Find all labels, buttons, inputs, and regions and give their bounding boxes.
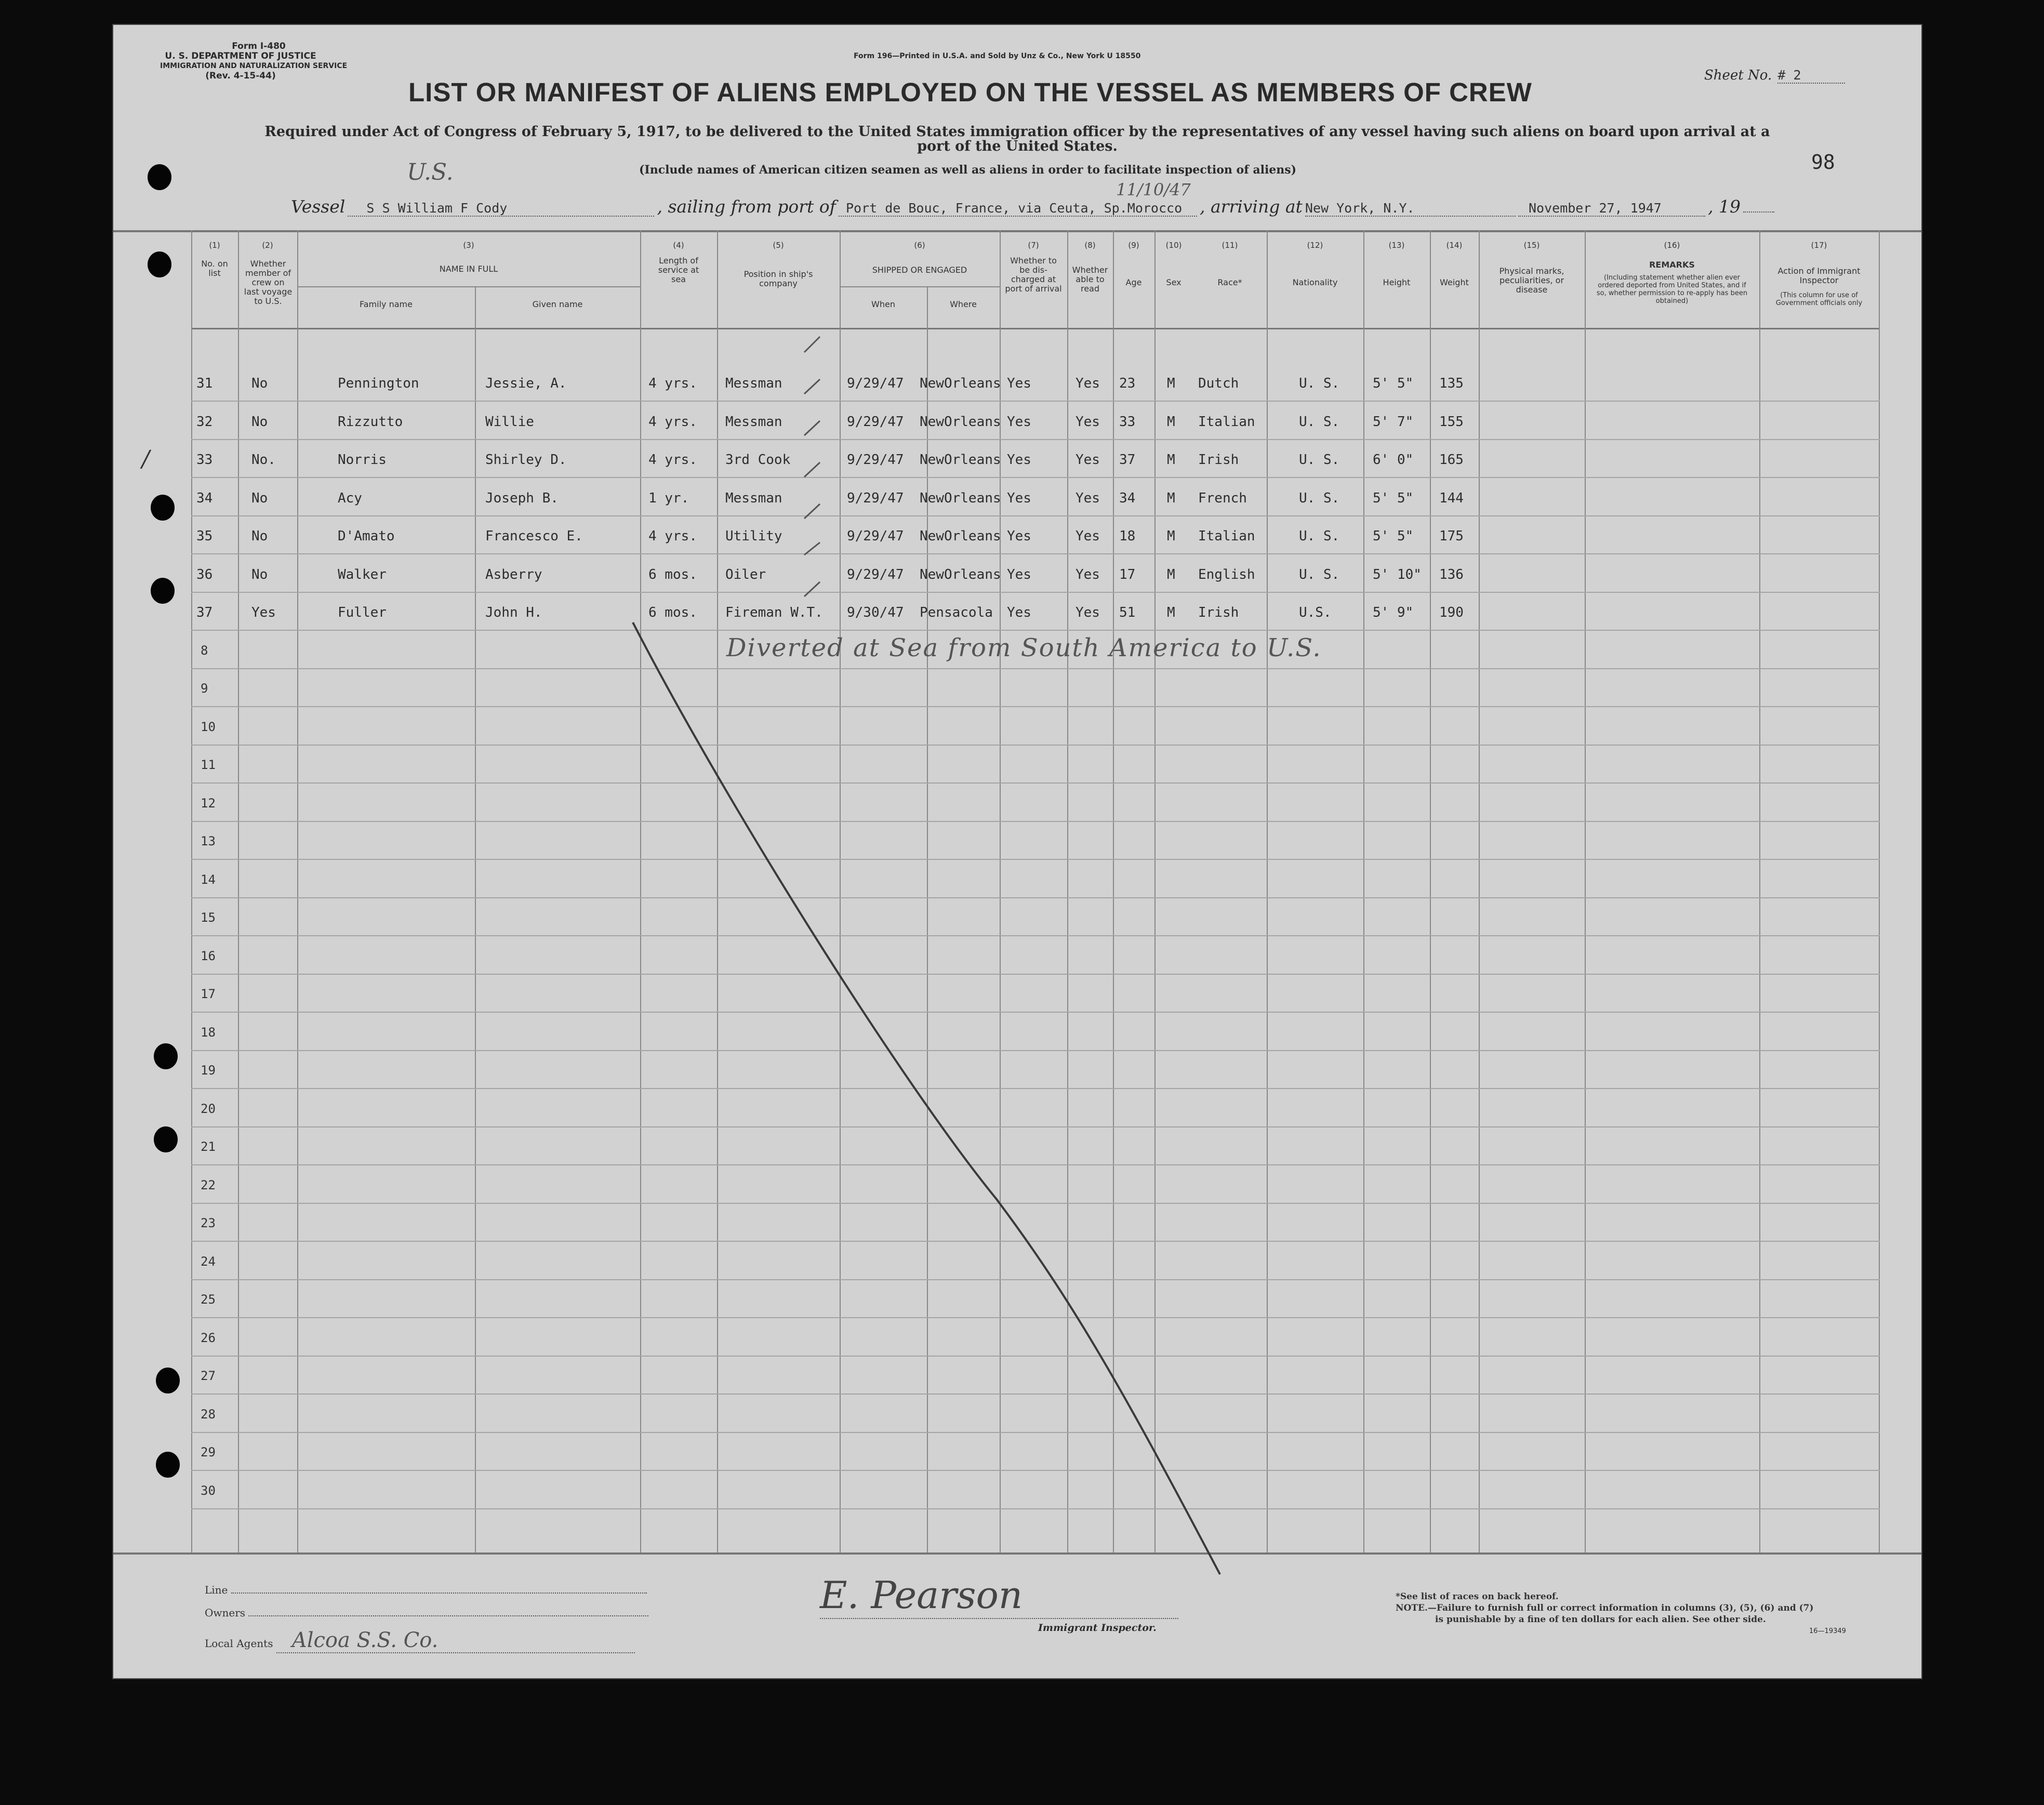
- weight-cell: 165: [1439, 452, 1464, 468]
- shipped-when-cell: 9/29/47: [847, 414, 904, 430]
- page-number: 98: [1811, 151, 1835, 174]
- family-name-cell: Walker: [338, 566, 387, 582]
- col-header-where: Where: [950, 299, 977, 309]
- col-header-when: When: [871, 299, 895, 309]
- col-header-remarks: REMARKS: [1649, 260, 1695, 270]
- weight-cell: 136: [1439, 566, 1464, 582]
- read-cell: Yes: [1076, 528, 1100, 544]
- row-number: 21: [201, 1139, 216, 1154]
- service-length-cell: 1 yr.: [648, 490, 689, 506]
- race-cell: Italian: [1198, 414, 1255, 430]
- col-header-read: Whether able to read: [1072, 265, 1108, 294]
- col-header-race: Race*: [1217, 277, 1242, 287]
- weight-cell: 155: [1439, 414, 1464, 430]
- row-number: 29: [201, 1445, 216, 1459]
- row-number: 8: [201, 643, 208, 658]
- nationality-cell: U. S.: [1299, 376, 1340, 391]
- sheet-label: Sheet No.: [1704, 68, 1772, 83]
- position-cell: Messman: [725, 490, 782, 506]
- colnum-9: (9): [1128, 241, 1139, 250]
- row-number: 26: [201, 1330, 216, 1345]
- row-number: 35: [196, 528, 213, 544]
- row-number: 18: [201, 1025, 216, 1040]
- col-header-sex: Sex: [1166, 277, 1182, 287]
- colnum-16: (16): [1664, 241, 1680, 250]
- prev-voyage-cell: No: [251, 376, 268, 391]
- col-header-prev-voyage: Whether member of crew on last voyage to U.S.: [244, 259, 293, 306]
- inspector-signature: E. Pearson: [820, 1573, 1023, 1617]
- discharge-cell: Yes: [1007, 490, 1031, 506]
- vessel-name: S S William F Cody: [348, 201, 654, 217]
- footer-line: [205, 1584, 647, 1596]
- col-header-physical: Physical marks, peculiarities, or disease: [1499, 266, 1564, 295]
- family-name-cell: Acy: [338, 490, 362, 506]
- shipped-where-cell: Pensacola: [920, 605, 993, 620]
- row-number: 16: [201, 948, 216, 963]
- shipped-where-cell: NewOrleans: [920, 376, 1001, 391]
- handwritten-remark: Diverted at Sea from South America to U.S.: [726, 633, 1322, 662]
- manifest-sheet: [113, 25, 1921, 1678]
- col-header-action: Action of Immigrant Inspector: [1777, 266, 1861, 285]
- race-cell: Irish: [1198, 605, 1239, 620]
- prev-voyage-cell: No: [251, 414, 268, 430]
- shipped-where-cell: NewOrleans: [920, 490, 1001, 506]
- colnum-10: (10): [1165, 241, 1182, 250]
- row-number: 17: [201, 987, 216, 1001]
- signature-line: [820, 1617, 1178, 1619]
- colnum-14: (14): [1446, 241, 1463, 250]
- col-header-nationality: Nationality: [1292, 277, 1338, 287]
- position-cell: Messman: [725, 376, 782, 391]
- position-cell: Oiler: [725, 566, 766, 582]
- height-cell: 5' 5": [1373, 490, 1414, 506]
- discharge-cell: Yes: [1007, 566, 1031, 582]
- prev-voyage-cell: No.: [251, 452, 276, 468]
- age-cell: 37: [1119, 452, 1136, 468]
- given-name-cell: Asberry: [485, 566, 542, 582]
- page-title: LIST OR MANIFEST OF ALIENS EMPLOYED ON THE VESSEL AS MEMBERS OF CREW: [408, 77, 1532, 107]
- colnum-11: (11): [1222, 241, 1238, 250]
- sex-cell: M: [1167, 490, 1175, 506]
- service: IMMIGRATION AND NATURALIZATION SERVICE: [160, 62, 348, 70]
- nationality-cell: U. S.: [1299, 566, 1340, 582]
- line-label: Line: [205, 1584, 228, 1596]
- line-blank: [231, 1592, 647, 1594]
- handwritten-us: U.S.: [407, 159, 454, 185]
- age-cell: 51: [1119, 605, 1136, 620]
- form-number: Form I-480: [232, 41, 286, 51]
- height-cell: 5' 5": [1373, 528, 1414, 544]
- col-header-shipped: SHIPPED OR ENGAGED: [872, 265, 967, 275]
- row-number: 34: [196, 490, 213, 506]
- sex-cell: M: [1167, 452, 1175, 468]
- col-header-action-note: (This column for use of Government officials only: [1775, 291, 1863, 307]
- discharge-cell: Yes: [1007, 414, 1031, 430]
- given-name-cell: Joseph B.: [485, 490, 559, 506]
- shipped-where-cell: NewOrleans: [920, 528, 1001, 544]
- weight-cell: 190: [1439, 605, 1464, 620]
- family-name-cell: Pennington: [338, 376, 419, 391]
- shipped-where-cell: NewOrleans: [920, 566, 1001, 582]
- height-cell: 5' 5": [1373, 376, 1414, 391]
- col-header-discharge: Whether to be dis-charged at port of arrival: [1005, 256, 1062, 294]
- row-number: 27: [201, 1369, 216, 1383]
- age-cell: 23: [1119, 376, 1136, 391]
- colnum-7: (7): [1028, 241, 1039, 250]
- shipped-when-cell: 9/29/47: [847, 566, 904, 582]
- prev-voyage-cell: Yes: [251, 605, 276, 620]
- nationality-cell: U. S.: [1299, 452, 1340, 468]
- agents-value: Alcoa S.S. Co.: [276, 1628, 635, 1653]
- nationality-cell: U. S.: [1299, 414, 1340, 430]
- nationality-cell: U. S.: [1299, 490, 1340, 506]
- height-cell: 5' 9": [1373, 605, 1414, 620]
- service-length-cell: 4 yrs.: [648, 528, 697, 544]
- discharge-cell: Yes: [1007, 376, 1031, 391]
- arrival-port: New York, N.Y.: [1305, 201, 1516, 217]
- given-name-cell: Francesco E.: [485, 528, 583, 544]
- nationality-cell: U. S.: [1299, 528, 1340, 544]
- row-number: 28: [201, 1406, 216, 1422]
- row-number: 14: [201, 872, 216, 887]
- requirement-line-2: port of the United States.: [917, 138, 1118, 154]
- sheet-value: # 2: [1777, 68, 1845, 84]
- col-header-height: Height: [1383, 277, 1411, 287]
- col-header-name: NAME IN FULL: [439, 264, 498, 274]
- sex-cell: M: [1167, 528, 1175, 544]
- colnum-8: (8): [1084, 241, 1096, 250]
- family-name-cell: Norris: [338, 452, 387, 468]
- row-number: 33: [196, 452, 213, 468]
- row-number: 19: [201, 1063, 216, 1078]
- nationality-cell: U.S.: [1299, 605, 1332, 620]
- read-cell: Yes: [1076, 414, 1100, 430]
- vessel-label: Vessel: [291, 196, 346, 217]
- sex-cell: M: [1167, 605, 1175, 620]
- row-number: 15: [201, 910, 216, 925]
- discharge-cell: Yes: [1007, 452, 1031, 468]
- footer-owners: [205, 1607, 648, 1619]
- handwritten-date: 11/10/47: [1116, 180, 1191, 200]
- service-length-cell: 4 yrs.: [648, 376, 697, 391]
- shipped-when-cell: 9/29/47: [847, 452, 904, 468]
- age-cell: 18: [1119, 528, 1136, 544]
- prev-voyage-cell: No: [251, 566, 268, 582]
- position-cell: Messman: [725, 414, 782, 430]
- requirement-line-1: Required under Act of Congress of February 5, 1917, to be delivered to the United States immigration officer by the representatives of any vessel having such aliens on board upon arrival at a: [264, 124, 1770, 140]
- service-length-cell: 6 mos.: [648, 566, 697, 582]
- form-code: 16—19349: [1809, 1627, 1846, 1635]
- colnum-4: (4): [673, 241, 684, 250]
- diagonal-cancel-line: [113, 25, 1921, 1678]
- position-cell: Fireman W.T.: [725, 605, 823, 620]
- col-header-position: Position in ship's company: [744, 269, 813, 288]
- include-note: (Include names of American citizen seamen as well as aliens in order to facilitate inspection of aliens): [639, 163, 1297, 177]
- weight-cell: 135: [1439, 376, 1464, 391]
- col-header-weight: Weight: [1440, 277, 1469, 287]
- department: U. S. DEPARTMENT OF JUSTICE: [165, 51, 316, 61]
- row-number: 31: [196, 376, 213, 391]
- height-cell: 6' 0": [1373, 452, 1414, 468]
- col-header-service: Length of service at sea: [658, 256, 699, 284]
- prev-voyage-cell: No: [251, 528, 268, 544]
- prev-voyage-cell: No: [251, 490, 268, 506]
- owners-blank: [248, 1615, 648, 1616]
- row-number: 22: [201, 1177, 216, 1192]
- row-number: 32: [196, 414, 213, 430]
- race-cell: English: [1198, 566, 1255, 582]
- age-cell: 17: [1119, 566, 1136, 582]
- row-number: 11: [201, 758, 216, 772]
- colnum-2: (2): [262, 241, 273, 250]
- given-name-cell: John H.: [485, 605, 542, 620]
- age-cell: 33: [1119, 414, 1136, 430]
- departure-port: Port de Bouc, France, via Ceuta, Sp.Morocco: [839, 201, 1197, 217]
- shipped-when-cell: 9/30/47: [847, 605, 904, 620]
- agents-label: Local Agents: [205, 1637, 273, 1650]
- given-name-cell: Willie: [485, 414, 534, 430]
- row-number: 23: [201, 1216, 216, 1230]
- colnum-1: (1): [209, 241, 220, 250]
- weight-cell: 144: [1439, 490, 1464, 506]
- col-header-no: No. on list: [201, 259, 228, 278]
- service-length-cell: 6 mos.: [648, 605, 697, 620]
- race-cell: Dutch: [1198, 376, 1239, 391]
- note-races: *See list of races on back hereof.: [1396, 1591, 1559, 1602]
- row-number: 20: [201, 1101, 216, 1116]
- revision: (Rev. 4-15-44): [205, 71, 276, 81]
- colnum-13: (13): [1388, 241, 1405, 250]
- sex-cell: M: [1167, 376, 1175, 391]
- row-number: 30: [201, 1483, 216, 1498]
- read-cell: Yes: [1076, 452, 1100, 468]
- read-cell: Yes: [1076, 566, 1100, 582]
- row-number: 13: [201, 834, 216, 848]
- read-cell: Yes: [1076, 490, 1100, 506]
- given-name-cell: Shirley D.: [485, 452, 567, 468]
- arriving-label: , arriving at: [1200, 196, 1303, 217]
- position-cell: Utility: [725, 528, 782, 544]
- read-cell: Yes: [1076, 605, 1100, 620]
- family-name-cell: Fuller: [338, 605, 387, 620]
- row-33-mark: /: [142, 446, 150, 472]
- note-penalty: NOTE.—Failure to furnish full or correct information in columns (3), (5), (6) and (7): [1396, 1603, 1814, 1613]
- row-number: 9: [201, 681, 208, 696]
- row-number: 12: [201, 795, 216, 811]
- col-header-remarks-note: (Including statement whether alien ever ordered deported from United States, and if so, whether permission to re-apply has been obtained): [1596, 274, 1748, 305]
- row-number: 25: [201, 1292, 216, 1307]
- sailing-label: , sailing from port of: [657, 196, 836, 217]
- colnum-15: (15): [1523, 241, 1540, 250]
- shipped-when-cell: 9/29/47: [847, 376, 904, 391]
- colnum-6: (6): [914, 241, 925, 250]
- service-length-cell: 4 yrs.: [648, 452, 697, 468]
- height-cell: 5' 7": [1373, 414, 1414, 430]
- family-name-cell: Rizzutto: [338, 414, 403, 430]
- race-cell: Irish: [1198, 452, 1239, 468]
- weight-cell: 175: [1439, 528, 1464, 544]
- service-length-cell: 4 yrs.: [648, 414, 697, 430]
- discharge-cell: Yes: [1007, 528, 1031, 544]
- printer-line: Form 196—Printed in U.S.A. and Sold by Unz & Co., New York U 18550: [854, 52, 1141, 60]
- arrival-date: November 27, 1947: [1518, 201, 1705, 217]
- row-number: 37: [196, 605, 213, 620]
- colnum-3: (3): [463, 241, 474, 250]
- read-cell: Yes: [1076, 376, 1100, 391]
- shipped-where-cell: NewOrleans: [920, 452, 1001, 468]
- colnum-17: (17): [1811, 241, 1827, 250]
- footer-notes: [1396, 1591, 1814, 1625]
- family-name-cell: D'Amato: [338, 528, 395, 544]
- year-label: , 19: [1708, 196, 1741, 217]
- colnum-12: (12): [1307, 241, 1323, 250]
- shipped-when-cell: 9/29/47: [847, 490, 904, 506]
- shipped-where-cell: NewOrleans: [920, 414, 1001, 430]
- sex-cell: M: [1167, 414, 1175, 430]
- sex-cell: M: [1167, 566, 1175, 582]
- colnum-5: (5): [773, 241, 784, 250]
- position-cell: 3rd Cook: [725, 452, 791, 468]
- row-number: 10: [201, 719, 216, 734]
- inspector-label: Immigrant Inspector.: [1038, 1622, 1157, 1634]
- race-cell: Italian: [1198, 528, 1255, 544]
- owners-label: Owners: [205, 1607, 246, 1619]
- race-cell: French: [1198, 490, 1247, 506]
- row-number: 24: [201, 1254, 216, 1269]
- age-cell: 34: [1119, 490, 1136, 506]
- row-number: 36: [196, 566, 213, 582]
- given-name-cell: Jessie, A.: [485, 376, 567, 391]
- shipped-when-cell: 9/29/47: [847, 528, 904, 544]
- footer-agents: [205, 1628, 635, 1653]
- col-header-age: Age: [1125, 277, 1142, 287]
- note-penalty-2: is punishable by a fine of ten dollars for each alien. See other side.: [1435, 1614, 1766, 1625]
- height-cell: 5' 10": [1373, 566, 1422, 582]
- col-header-given: Given name: [532, 299, 583, 309]
- discharge-cell: Yes: [1007, 605, 1031, 620]
- col-header-family: Family name: [360, 299, 413, 309]
